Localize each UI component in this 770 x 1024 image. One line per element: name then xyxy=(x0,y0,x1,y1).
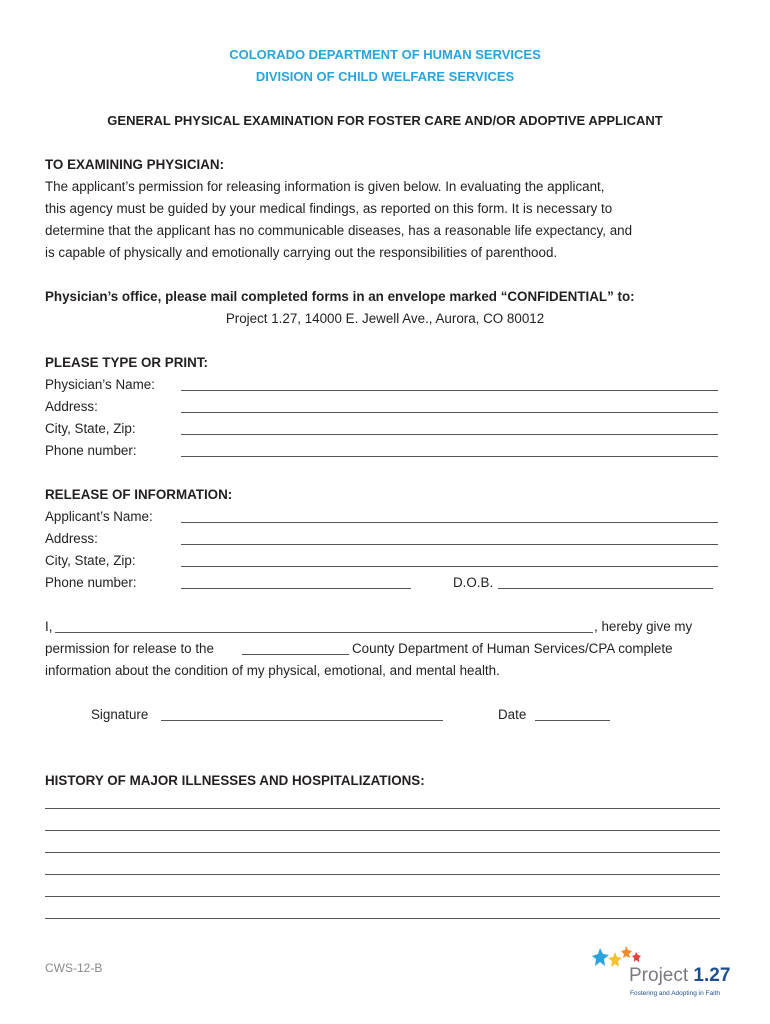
consent-line3: information about the condition of my physical, emotional, and mental health. xyxy=(45,663,500,678)
history-line[interactable] xyxy=(45,896,720,897)
date-field[interactable] xyxy=(535,720,610,721)
history-line[interactable] xyxy=(45,852,720,853)
history-line[interactable] xyxy=(45,808,720,809)
physician-address-field[interactable] xyxy=(181,412,718,413)
physician-name-field[interactable] xyxy=(181,390,718,391)
intro-heading: TO EXAMINING PHYSICIAN: xyxy=(45,157,225,172)
consent-name-field[interactable] xyxy=(55,632,593,633)
history-line[interactable] xyxy=(45,874,720,875)
logo-number: 1.27 xyxy=(693,965,731,986)
physician-name-label: Physician’s Name: xyxy=(45,377,155,392)
county-field[interactable] xyxy=(242,654,349,655)
physician-city-field[interactable] xyxy=(181,434,718,435)
applicant-city-label: City, State, Zip: xyxy=(45,553,136,568)
applicant-phone-label: Phone number: xyxy=(45,575,137,590)
history-line[interactable] xyxy=(45,830,720,831)
signature-field[interactable] xyxy=(161,720,443,721)
form-title: GENERAL PHYSICAL EXAMINATION FOR FOSTER CARE AND/OR ADOPTIVE APPLICANT xyxy=(107,113,663,128)
physician-city-label: City, State, Zip: xyxy=(45,421,136,436)
logo-wordmark xyxy=(629,965,730,987)
logo-word: Project xyxy=(629,965,689,986)
history-line[interactable] xyxy=(45,918,720,919)
history-heading: HISTORY OF MAJOR ILLNESSES AND HOSPITALIZATIONS: xyxy=(45,773,425,788)
mailing-instruction: Physician’s office, please mail completed forms in an envelope marked “CONFIDENTIAL” to: xyxy=(45,289,635,304)
applicant-name-label: Applicant’s Name: xyxy=(45,509,153,524)
physician-address-label: Address: xyxy=(45,399,98,414)
consent-prefix: I, xyxy=(45,619,53,634)
applicant-address-label: Address: xyxy=(45,531,98,546)
consent-line2-prefix: permission for release to the xyxy=(45,641,214,656)
agency-name: COLORADO DEPARTMENT OF HUMAN SERVICES xyxy=(229,47,541,62)
intro-line: The applicant’s permission for releasing information is given below. In evaluating the applicant, xyxy=(45,179,605,194)
intro-line: determine that the applicant has no communicable diseases, has a reasonable life expectancy, and xyxy=(45,223,633,238)
intro-line: this agency must be guided by your medical findings, as reported on this form. It is necessary to xyxy=(45,201,613,216)
physician-phone-label: Phone number: xyxy=(45,443,137,458)
date-label: Date xyxy=(498,707,527,722)
mailing-address: Project 1.27, 14000 E. Jewell Ave., Aurora, CO 80012 xyxy=(225,311,545,326)
division-name: DIVISION OF CHILD WELFARE SERVICES xyxy=(255,69,515,84)
signature-label: Signature xyxy=(91,707,149,722)
applicant-city-field[interactable] xyxy=(181,566,718,567)
applicant-address-field[interactable] xyxy=(181,544,718,545)
consent-line2-suffix: County Department of Human Services/CPA complete xyxy=(352,641,673,656)
dob-field[interactable] xyxy=(498,588,713,589)
physician-phone-field[interactable] xyxy=(181,456,718,457)
form-code: CWS-12-B xyxy=(45,961,103,975)
physician-section-heading: PLEASE TYPE OR PRINT: xyxy=(45,355,208,370)
logo-tagline: Fostering and Adopting in Faith xyxy=(630,990,720,997)
dob-label: D.O.B. xyxy=(453,575,494,590)
applicant-name-field[interactable] xyxy=(181,522,718,523)
consent-suffix: , hereby give my xyxy=(594,619,693,634)
intro-line: is capable of physically and emotionally carrying out the responsibilities of parenthood. xyxy=(45,245,558,260)
applicant-phone-field[interactable] xyxy=(181,588,411,589)
release-section-heading: RELEASE OF INFORMATION: xyxy=(45,487,233,502)
